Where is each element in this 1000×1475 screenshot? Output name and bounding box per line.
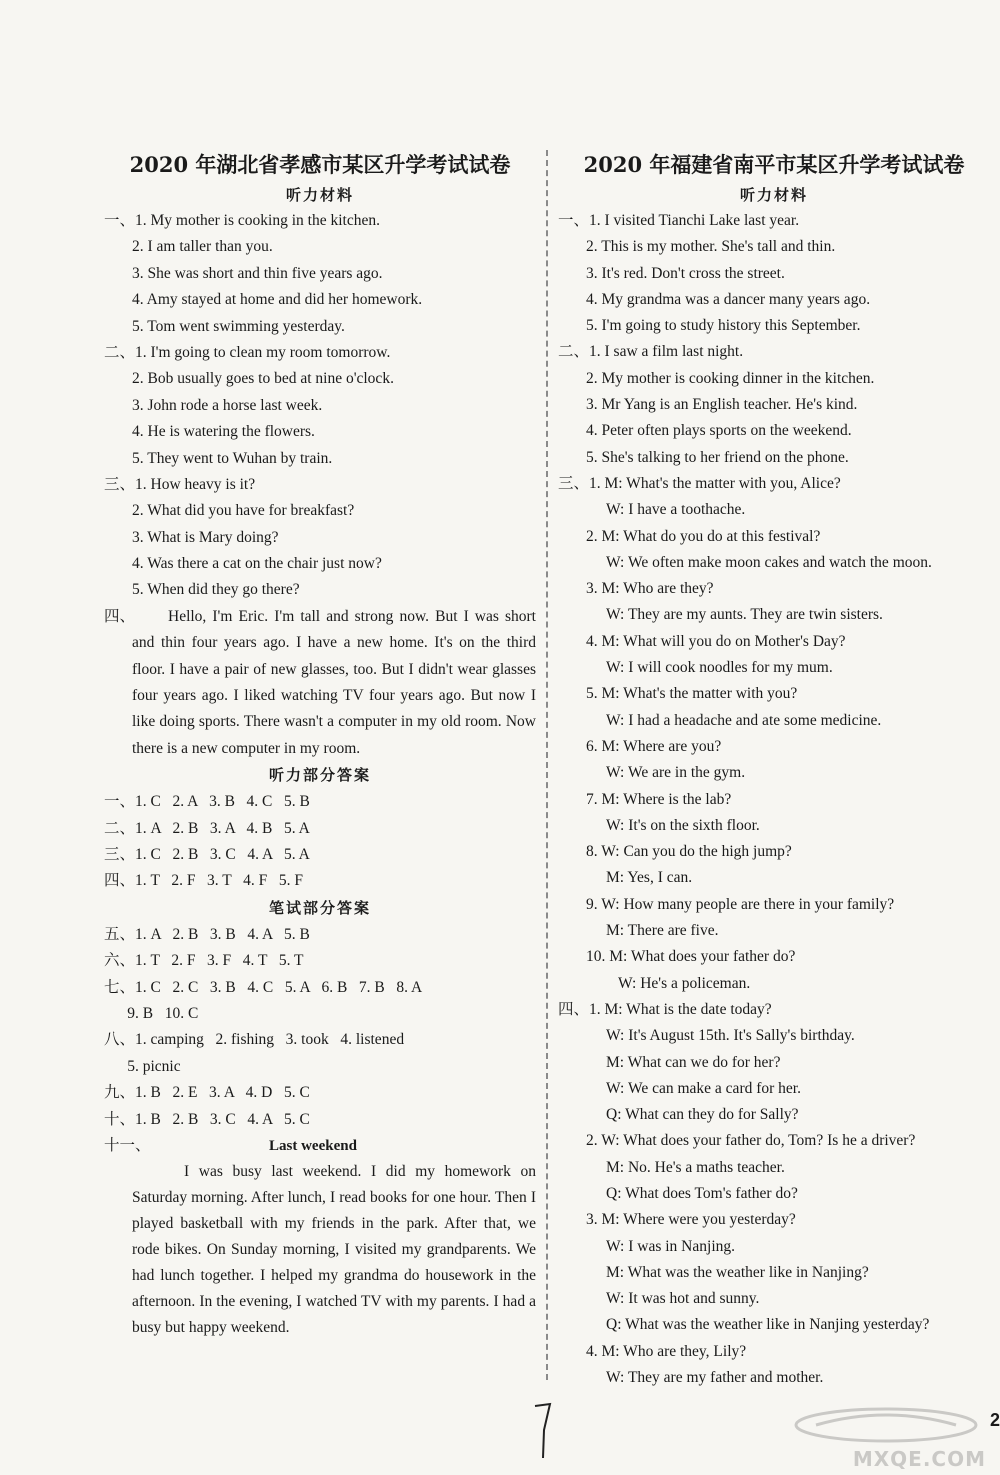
essay-heading-row — [104, 1133, 536, 1159]
right-listening-line: M: What was the weather like in Nanjing? — [606, 1263, 869, 1281]
right-listening-line: 一、1. I visited Tianchi Lake last year. — [558, 212, 800, 229]
right-listening-line: W: It's on the sixth floor. — [606, 816, 760, 834]
right-listening-line: 5. She's talking to her friend on the phone. — [586, 448, 849, 466]
right-listening-line: 7. M: Where is the lab? — [586, 790, 732, 808]
right-listening-heading: 听力材料 — [739, 186, 808, 204]
written-answer-row: 九、1. B 2. E 3. A 4. D 5. C — [104, 1084, 310, 1102]
left-listening-line: 3. She was short and thin five years ago. — [132, 264, 383, 282]
right-listening-line: 3. It's red. Don't cross the street. — [586, 264, 785, 282]
right-listening-line: 8. W: Can you do the high jump? — [586, 843, 792, 861]
left-listening-line: 2. What did you have for breakfast? — [132, 502, 355, 520]
left-listening-line: 三、1. How heavy is it? — [104, 475, 256, 493]
written-answers-list — [104, 922, 536, 1133]
right-listening-line: M: What can we do for her? — [606, 1053, 781, 1071]
right-listening-line: W: They are my aunts. They are twin sisters. — [606, 606, 883, 624]
right-listening-line: W: We are in the gym. — [606, 764, 746, 782]
left-listening-line: 2. I am taller than you. — [132, 238, 273, 256]
listening-answer-row: 三、1. C 2. B 3. C 4. A 5. A — [104, 846, 310, 864]
handwritten-mark — [532, 1400, 554, 1460]
left-listening-line: 4. He is watering the flowers. — [132, 423, 315, 441]
essay-title: Last weekend — [269, 1137, 357, 1154]
left-listening-line: 二、1. I'm going to clean my room tomorrow. — [104, 343, 391, 361]
left-listening-line: 一、1. My mother is cooking in the kitchen. — [104, 212, 380, 229]
left-column — [104, 148, 536, 1341]
right-listening-line: W: They are my father and mother. — [606, 1369, 824, 1387]
right-listening-line: Q: What was the weather like in Nanjing yesterday? — [606, 1316, 930, 1334]
listening-answers-heading: 听力部分答案 — [268, 766, 371, 785]
written-answers-heading: 笔试部分答案 — [268, 898, 371, 917]
left-listening-heading: 听力材料 — [285, 186, 354, 204]
right-listening-line: 3. Mr Yang is an English teacher. He's kind. — [586, 396, 858, 414]
watermark-logo — [786, 1405, 986, 1471]
written-answer-row: 六、1. T 2. F 3. F 4. T 5. T — [104, 952, 304, 970]
left-passage-label: 四、 — [104, 607, 136, 625]
written-answer-row: 八、1. camping 2. fishing 3. took 4. listened — [104, 1031, 405, 1049]
right-listening-line: W: We can make a card for her. — [606, 1079, 801, 1097]
listening-answer-row: 四、1. T 2. F 3. T 4. F 5. F — [104, 872, 303, 890]
right-listening-line: W: We often make moon cakes and watch the moon. — [606, 553, 932, 571]
right-listening-line: W: I was in Nanjing. — [606, 1237, 735, 1255]
written-answer-row: 七、1. C 2. C 3. B 4. C 5. A 6. B 7. B 8. A — [104, 978, 423, 996]
right-listening-line: 10. M: What does your father do? — [586, 948, 796, 966]
listening-answers-list — [104, 789, 536, 895]
right-listening-line: 2. W: What does your father do, Tom? Is he a driver? — [586, 1132, 916, 1150]
listening-answer-row: 二、1. A 2. B 3. A 4. B 5. A — [104, 819, 310, 837]
right-listening-line: M: Yes, I can. — [606, 869, 693, 887]
right-listening-line: Q: What does Tom's father do? — [606, 1184, 798, 1202]
right-listening-line: 6. M: Where are you? — [586, 737, 722, 755]
written-answer-row: 5. picnic — [104, 1057, 181, 1075]
right-listening-line: 5. M: What's the matter with you? — [586, 685, 798, 703]
right-listening-line: 9. W: How many people are there in your family? — [586, 895, 895, 913]
right-listening-line: 三、1. M: What's the matter with you, Alice? — [558, 474, 841, 492]
right-listening-line: M: No. He's a maths teacher. — [606, 1158, 785, 1176]
right-listening-line: W: It's August 15th. It's Sally's birthday. — [606, 1027, 855, 1045]
right-listening-line: 3. M: Where were you yesterday? — [586, 1211, 796, 1229]
right-listening-line: 5. I'm going to study history this September. — [586, 317, 861, 335]
left-passage — [104, 604, 536, 762]
left-listening-line: 4. Was there a cat on the chair just now? — [132, 555, 382, 573]
left-passage-text: Hello, I'm Eric. I'm tall and strong now. But I was short and thin four years ago. I have a new home. It's on the third floor. I have a pair of new glasses, too. But I didn't wear glasses four years ago. I liked watching TV four years ago. But now I like doing sports. There wasn't a computer in my old room. Now there is a new computer in my room. — [132, 607, 536, 757]
written-answer-row: 十、1. B 2. B 3. C 4. A 5. C — [104, 1110, 310, 1128]
right-listening-line: 4. M: Who are they, Lily? — [586, 1342, 747, 1360]
right-exam-title: 2020 年福建省南平市某区升学考试试卷 — [583, 152, 965, 177]
left-listening-line: 2. Bob usually goes to bed at nine o'clock. — [132, 370, 394, 388]
right-listening-line: 3. M: Who are they? — [586, 580, 714, 598]
right-column — [558, 148, 990, 1391]
watermark-text: MXQE.COM — [852, 1447, 986, 1471]
right-listening-line: W: I had a headache and ate some medicine. — [606, 711, 882, 729]
right-listening-line: W: It was hot and sunny. — [606, 1290, 760, 1308]
right-listening-line: W: He's a policeman. — [618, 974, 751, 992]
essay-text: I was busy last weekend. I did my homework on Saturday morning. After lunch, I read books for one hour. Then I played basketball with my friends in the park. After that, we rode bikes. On Sunday morning, I visited my grandparents. We had lunch together. I helped my grandma do housework in the afternoon. In the evening, I watched TV with my parents. I had a busy but happy weekend. — [132, 1163, 536, 1337]
edge-page-number: 2 — [989, 1410, 1000, 1430]
written-answer-row: 五、1. A 2. B 3. B 4. A 5. B — [104, 925, 310, 943]
left-listening-line: 3. What is Mary doing? — [132, 528, 279, 546]
right-listening-list — [558, 208, 990, 1391]
written-answer-row: 9. B 10. C — [104, 1005, 199, 1023]
left-listening-line: 3. John rode a horse last week. — [132, 396, 323, 414]
right-listening-line: W: I will cook noodles for my mum. — [606, 659, 833, 677]
left-listening-list — [104, 208, 536, 604]
left-listening-line: 5. They went to Wuhan by train. — [132, 449, 333, 467]
right-listening-line: 四、1. M: What is the date today? — [558, 1000, 772, 1018]
listening-answer-row: 一、1. C 2. A 3. B 4. C 5. B — [104, 793, 310, 811]
left-listening-line: 4. Amy stayed at home and did her homework. — [132, 291, 423, 309]
left-exam-title: 2020 年湖北省孝感市某区升学考试试卷 — [129, 152, 511, 177]
left-listening-line: 5. When did they go there? — [132, 581, 300, 599]
right-listening-line: 4. My grandma was a dancer many years ago. — [586, 290, 871, 308]
right-listening-line: 2. M: What do you do at this festival? — [586, 527, 821, 545]
left-listening-line: 5. Tom went swimming yesterday. — [132, 317, 345, 335]
right-listening-line: M: There are five. — [606, 922, 719, 940]
column-divider — [546, 150, 548, 1380]
right-listening-line: 4. Peter often plays sports on the weekend. — [586, 422, 852, 440]
essay-label: 十一、 — [104, 1136, 151, 1154]
watermark-emblem-icon — [786, 1405, 986, 1445]
right-listening-line: 2. This is my mother. She's tall and thin. — [586, 238, 836, 256]
right-listening-line: Q: What can they do for Sally? — [606, 1106, 799, 1124]
right-listening-line: 二、1. I saw a film last night. — [558, 343, 744, 361]
right-listening-line: 4. M: What will you do on Mother's Day? — [586, 632, 846, 650]
right-listening-line: W: I have a toothache. — [606, 501, 746, 519]
right-listening-line: 2. My mother is cooking dinner in the kitchen. — [586, 369, 875, 387]
